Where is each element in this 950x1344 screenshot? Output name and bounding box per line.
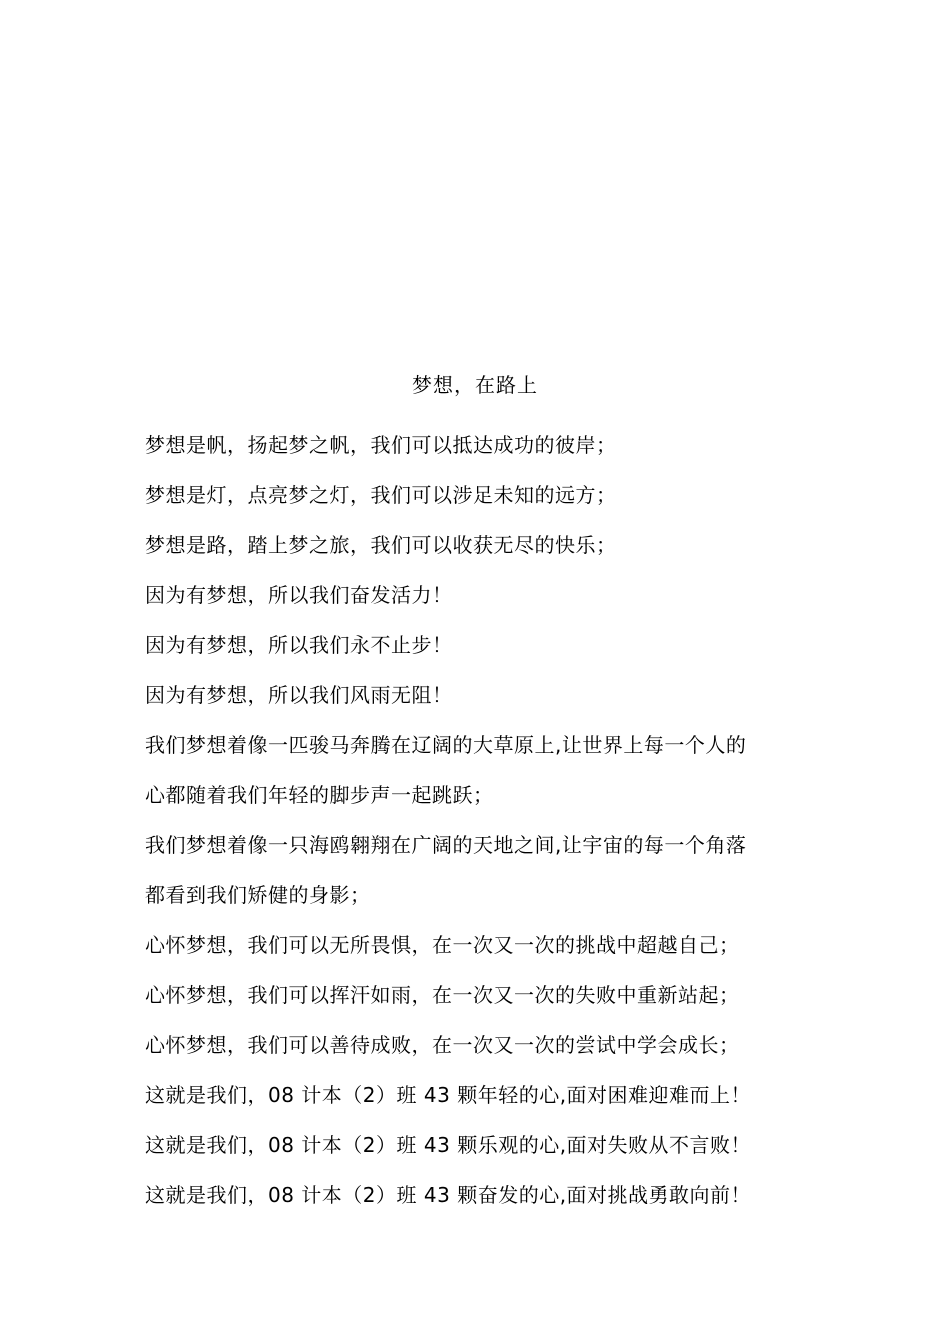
text-line: 我们梦想着像一匹骏马奔腾在辽阔的大草原上,让世界上每一个人的 [145, 733, 747, 757]
text-line: 这就是我们，08 计本（2）班 43 颗奋发的心,面对挑战勇敢向前！ [145, 1183, 752, 1207]
text-line: 心怀梦想，我们可以善待成败，在一次又一次的尝试中学会成长； [145, 1033, 740, 1057]
document-title: 梦想，在路上 [412, 373, 538, 397]
text-line: 因为有梦想，所以我们风雨无阻！ [145, 683, 453, 707]
text-line: 因为有梦想，所以我们奋发活力！ [145, 583, 453, 607]
text-line: 梦想是灯，点亮梦之灯，我们可以涉足未知的远方； [145, 483, 617, 507]
text-line: 梦想是路，踏上梦之旅，我们可以收获无尽的快乐； [145, 533, 617, 557]
text-line: 因为有梦想，所以我们永不止步！ [145, 633, 453, 657]
text-line: 都看到我们矫健的身影； [145, 883, 371, 907]
text-line: 心怀梦想，我们可以无所畏惧，在一次又一次的挑战中超越自己； [145, 933, 740, 957]
text-line: 这就是我们，08 计本（2）班 43 颗乐观的心,面对失败从不言败！ [145, 1133, 752, 1157]
text-line: 心怀梦想，我们可以挥汗如雨，在一次又一次的失败中重新站起； [145, 983, 740, 1007]
text-line: 我们梦想着像一只海鸥翱翔在广阔的天地之间,让宇宙的每一个角落 [145, 833, 747, 857]
text-line: 这就是我们，08 计本（2）班 43 颗年轻的心,面对困难迎难而上！ [145, 1083, 752, 1107]
text-line: 梦想是帆，扬起梦之帆，我们可以抵达成功的彼岸； [145, 433, 617, 457]
document-body [145, 420, 815, 1220]
text-line: 心都随着我们年轻的脚步声一起跳跃； [145, 783, 494, 807]
